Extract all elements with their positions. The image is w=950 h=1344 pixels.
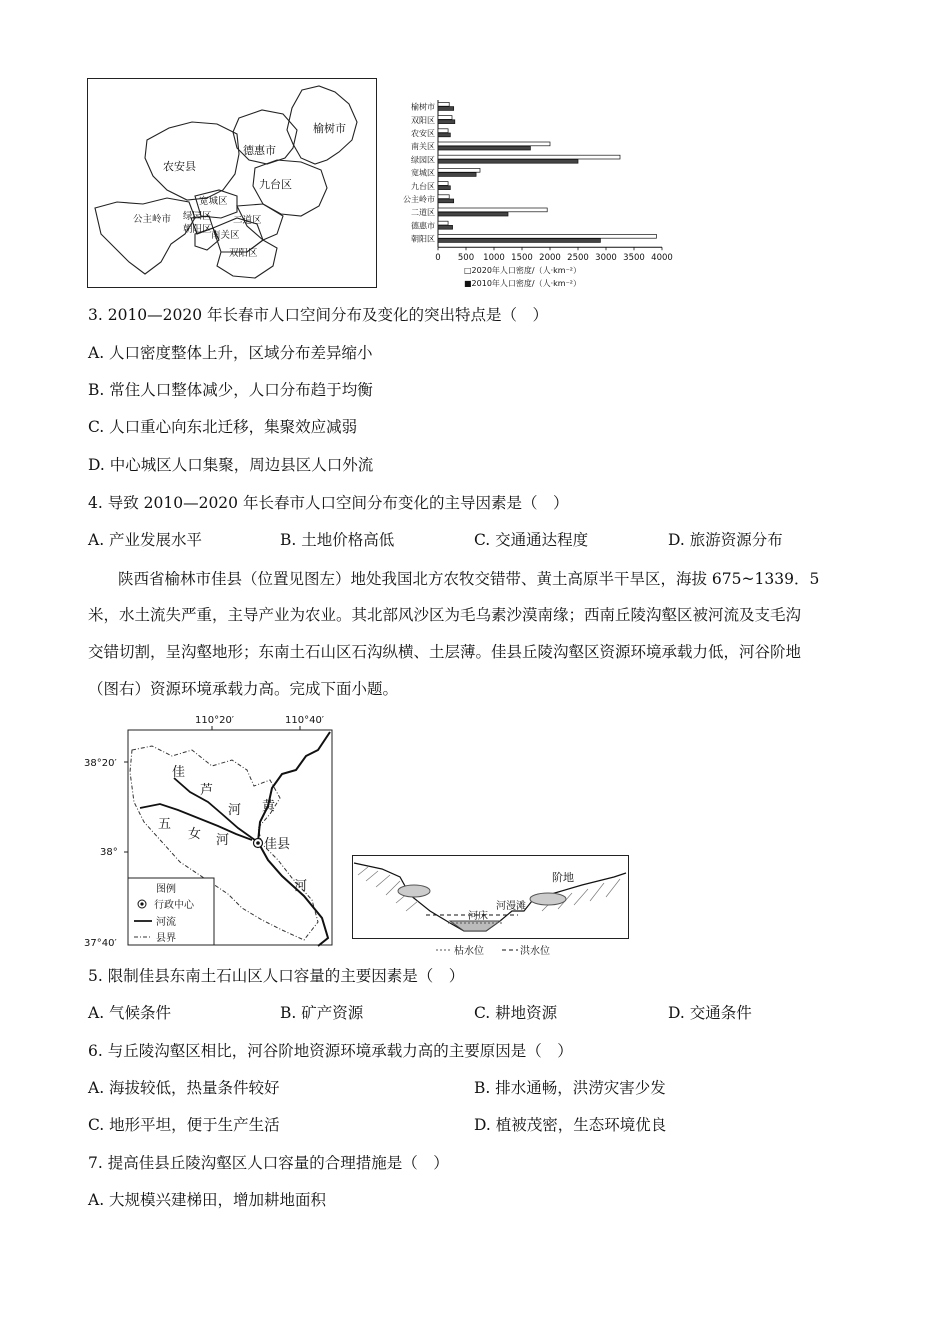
- category-label: 德惠市: [411, 221, 435, 231]
- x-tick-label: 1500: [511, 253, 533, 264]
- q4-stem: 4. 导致 2010—2020 年长春市人口空间分布变化的主导因素是（ ）: [88, 494, 569, 512]
- category-label: 农安区: [411, 129, 435, 138]
- map2-char-huang: 黄: [262, 799, 276, 814]
- q4-option-b: B. 土地价格高低: [280, 531, 395, 549]
- bar-2020: [438, 116, 452, 120]
- map2-label-jiaxian: 佳县: [264, 837, 291, 852]
- category-label: 公主岭市: [403, 195, 435, 204]
- q5-stem: 5. 限制佳县东南土石山区人口容量的主要因素是（ ）: [88, 967, 465, 985]
- q3-option-b: B. 常住人口整体减少，人口分布趋于均衡: [88, 381, 373, 399]
- lon-label-2: 110°40′: [285, 715, 325, 726]
- q3-option-d: D. 中心城区人口集聚，周边县区人口外流: [88, 456, 374, 474]
- x-tick-label: 500: [457, 253, 475, 264]
- legend-flood-water: 洪水位: [520, 946, 550, 955]
- map2-char-wu: 五: [158, 817, 172, 832]
- q5-option-d: D. 交通条件: [668, 1004, 752, 1022]
- bar-2020: [438, 182, 448, 186]
- changchun-district-map: [87, 78, 377, 288]
- category-label: 双阳区: [411, 115, 435, 125]
- q6-option-a: A. 海拔较低，热量条件较好: [88, 1079, 280, 1097]
- legend-low-water: 枯水位: [454, 946, 484, 955]
- map-label-shuangyang: 双阳区: [229, 248, 258, 259]
- passage-line-1: 陕西省榆林市佳县（位置见图左）地处我国北方农牧交错带、黄土高原半干旱区，海拔 675~1339．5: [118, 570, 820, 588]
- map2-char-he-3: 河: [294, 879, 308, 894]
- bar-2020: [438, 155, 620, 159]
- bar-2020: [438, 142, 550, 146]
- category-label: 南关区: [411, 142, 435, 152]
- map-label-nanguan: 南关区: [211, 230, 240, 241]
- map-label-kuancheng: 宽城区: [199, 196, 228, 207]
- lat-label-1: 38°20′: [84, 758, 117, 769]
- q6-stem: 6. 与丘陵沟壑区相比，河谷阶地资源环境承载力高的主要原因是（ ）: [88, 1042, 573, 1060]
- category-label: 九台区: [411, 181, 435, 191]
- bar-2010: [438, 212, 508, 216]
- q7-stem: 7. 提高佳县丘陵沟壑区人口容量的合理措施是（ ）: [88, 1154, 449, 1172]
- q6-option-d: D. 植被茂密，生态环境优良: [474, 1116, 667, 1134]
- x-tick-label: 0: [435, 253, 441, 264]
- map-label-gongzhuling: 公主岭市: [133, 214, 172, 225]
- q4-option-d: D. 旅游资源分布: [668, 531, 783, 549]
- map2-legend-river: 河流: [156, 917, 176, 928]
- population-density-chart: [390, 96, 690, 296]
- label-terrace: 阶地: [552, 871, 574, 884]
- map-label-dehui: 德惠市: [243, 144, 276, 157]
- bar-2020: [438, 168, 480, 172]
- legend-entry-2020: □2020年人口密度/（人·km⁻²）: [464, 266, 582, 276]
- map-label-yushu: 榆树市: [313, 122, 346, 135]
- x-tick-label: 1000: [483, 253, 505, 264]
- lat-label-3: 37°40′: [84, 938, 117, 949]
- q6-option-b: B. 排水通畅，洪涝灾害少发: [474, 1079, 666, 1097]
- passage-line-3: 交错切割，呈沟壑地形；东南土石山区石沟纵横、土层薄。佳县丘陵沟壑区资源环境承载力低，河谷阶地: [88, 643, 802, 661]
- bar-2010: [438, 120, 455, 124]
- category-label: 绿园区: [411, 155, 435, 165]
- river-valley-section: [352, 855, 632, 955]
- map2-char-nv: 女: [188, 827, 202, 842]
- lat-label-2: 38°: [100, 847, 118, 858]
- map2-char-he-2: 河: [216, 833, 230, 848]
- label-riverbed: 河床: [468, 911, 488, 922]
- q4-option-c: C. 交通通达程度: [474, 531, 589, 549]
- category-label: 朝阳区: [411, 234, 435, 244]
- map2-legend-center: 行政中心: [154, 900, 194, 911]
- lon-label-1: 110°20′: [195, 715, 235, 726]
- map-label-chaoyang: 朝阳区: [183, 224, 212, 235]
- category-label: 榆树市: [411, 102, 435, 112]
- bar-2020: [438, 234, 656, 238]
- q4-option-a: A. 产业发展水平: [88, 531, 203, 549]
- x-tick-label: 2500: [567, 253, 589, 264]
- bar-2020: [438, 208, 547, 212]
- map-label-erdao: 二道区: [233, 215, 262, 226]
- jiaxian-map: [82, 710, 342, 955]
- bar-2020: [438, 221, 448, 225]
- bar-2010: [438, 173, 476, 177]
- bar-2010: [438, 146, 530, 150]
- map2-legend-boundary: 县界: [156, 933, 176, 944]
- bar-2010: [438, 133, 450, 137]
- q5-option-b: B. 矿产资源: [280, 1004, 364, 1022]
- bar-2010: [438, 239, 600, 243]
- map-label-lvyuan: 绿园区: [183, 211, 212, 222]
- x-tick-label: 3500: [623, 253, 645, 264]
- category-label: 二道区: [411, 208, 435, 218]
- x-tick-label: 4000: [651, 253, 673, 264]
- map2-legend-title: 图例: [156, 884, 176, 895]
- q5-option-c: C. 耕地资源: [474, 1004, 558, 1022]
- legend-entry-2010: ■2010年人口密度/（人·km⁻²）: [464, 279, 582, 289]
- bar-2010: [438, 159, 578, 163]
- bar-2020: [438, 102, 449, 106]
- q5-option-a: A. 气候条件: [88, 1004, 172, 1022]
- q3-stem: 3. 2010—2020 年长春市人口空间分布及变化的突出特点是（ ）: [88, 306, 549, 324]
- bar-2010: [438, 186, 450, 190]
- q7-option-a: A. 大规模兴建梯田，增加耕地面积: [88, 1191, 327, 1209]
- map2-char-jia: 佳: [172, 765, 186, 780]
- map2-char-he-1: 河: [228, 803, 242, 818]
- category-label: 宽城区: [411, 168, 435, 178]
- map-label-jiutai: 九台区: [259, 178, 292, 191]
- map2-char-lu: 芦: [200, 783, 214, 798]
- bar-2020: [438, 195, 449, 199]
- bar-2010: [438, 199, 454, 203]
- q6-option-c: C. 地形平坦，便于生产生活: [88, 1116, 280, 1134]
- q3-option-a: A. 人口密度整体上升，区域分布差异缩小: [88, 344, 373, 362]
- bar-2010: [438, 225, 453, 229]
- bar-2020: [438, 129, 448, 133]
- x-tick-label: 3000: [595, 253, 617, 264]
- x-tick-label: 2000: [539, 253, 561, 264]
- label-floodplain: 河漫滩: [496, 901, 526, 912]
- passage-line-4: （图右）资源环境承载力高。完成下面小题。: [88, 680, 399, 698]
- passage-line-2: 米，水土流失严重，主导产业为农业。其北部风沙区为毛乌素沙漠南缘；西南丘陵沟壑区被河流及支毛沟: [88, 606, 802, 624]
- bar-2010: [438, 107, 454, 111]
- q3-option-c: C. 人口重心向东北迁移，集聚效应减弱: [88, 418, 358, 436]
- map-label-nongan: 农安县: [163, 160, 196, 173]
